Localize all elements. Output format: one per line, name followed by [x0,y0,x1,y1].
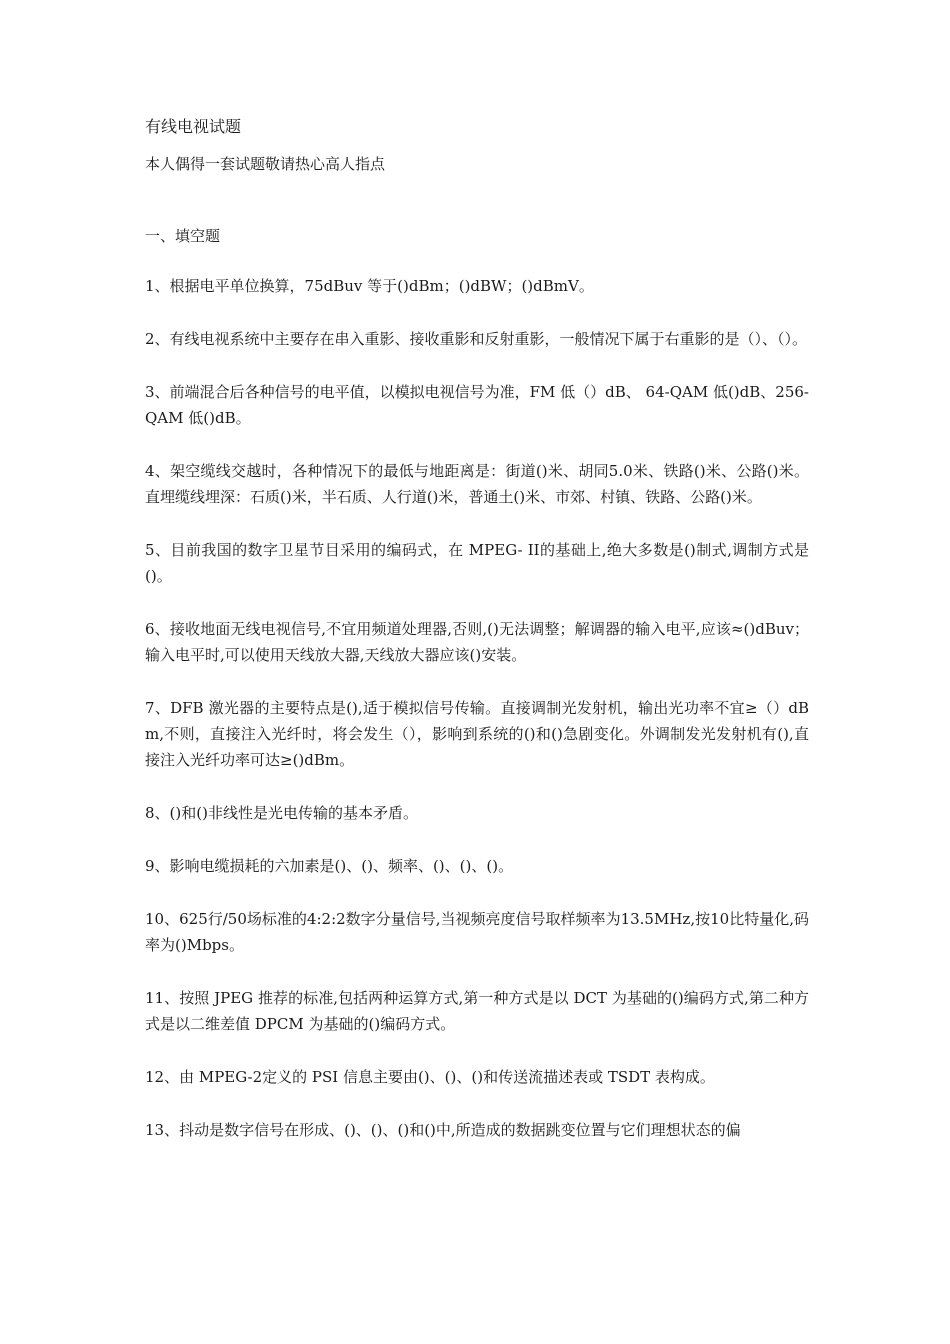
question-7: 7、DFB 激光器的主要特点是(),适于模拟信号传输。直接调制光发射机，输出光功率不宜≥（）dBm,不则，直接注入光纤时，将会发生（），影响到系统的()和()急剧变化。外调制发光发射机有(),直接注入光纤功率可达≥()dBm。 [145,699,809,769]
question-12: 12、由 MPEG-2定义的 PSI 信息主要由()、()、()和传送流描述表或 TSDT 表构成。 [145,1068,715,1086]
section-heading: 一、填空题 [145,227,221,245]
question-5: 5、目前我国的数字卫星节目采用的编码式，在 MPEG- II的基础上,绝大多数是()制式,调制方式是()。 [145,541,809,585]
question-11: 11、按照 JPEG 推荐的标准,包括两种运算方式,第一种方式是以 DCT 为基础的()编码方式,第二种方式是以二维差值 DPCM 为基础的()编码方式。 [145,989,809,1033]
document-subtitle: 本人偶得一套试题敬请热心高人指点 [145,155,386,173]
question-4: 4、架空缆线交越时，各种情况下的最低与地距离是：街道()米、胡同5.0米、铁路()米、公路()米。直埋缆线埋深：石质()米，半石质、人行道()米，普通土()米、市郊、村镇、铁路、公路()米。 [145,462,809,506]
question-13: 13、抖动是数字信号在形成、()、()、()和()中,所造成的数据跳变位置与它们理想状态的偏 [145,1121,741,1139]
question-9: 9、影响电缆损耗的六加素是()、()、频率、()、()、()。 [145,857,514,875]
document-title: 有线电视试题 [145,117,242,136]
question-3: 3、前端混合后各种信号的电平值，以模拟电视信号为准，FM 低（）dB、 64-QAM 低()dB、256-QAM 低()dB。 [145,383,809,427]
document-page [145,116,809,1170]
question-10: 10、625行/50场标准的4:2:2数字分量信号,当视频亮度信号取样频率为13.5MHz,按10比特量化,码率为()Mbps。 [145,910,809,954]
question-2: 2、有线电视系统中主要存在串入重影、接收重影和反射重影，一般情况下属于右重影的是（）、（）。 [145,330,808,348]
question-1: 1、根据电平单位换算，75dBuv 等于()dBm；()dBW；()dBmV。 [145,277,594,295]
question-6: 6、接收地面无线电视信号,不宜用频道处理器,否则,()无法调整；解调器的输入电平,应该≈()dBuv；输入电平时,可以使用天线放大器,天线放大器应该()安装。 [145,620,809,664]
question-8: 8、()和()非线性是光电传输的基本矛盾。 [145,804,418,822]
